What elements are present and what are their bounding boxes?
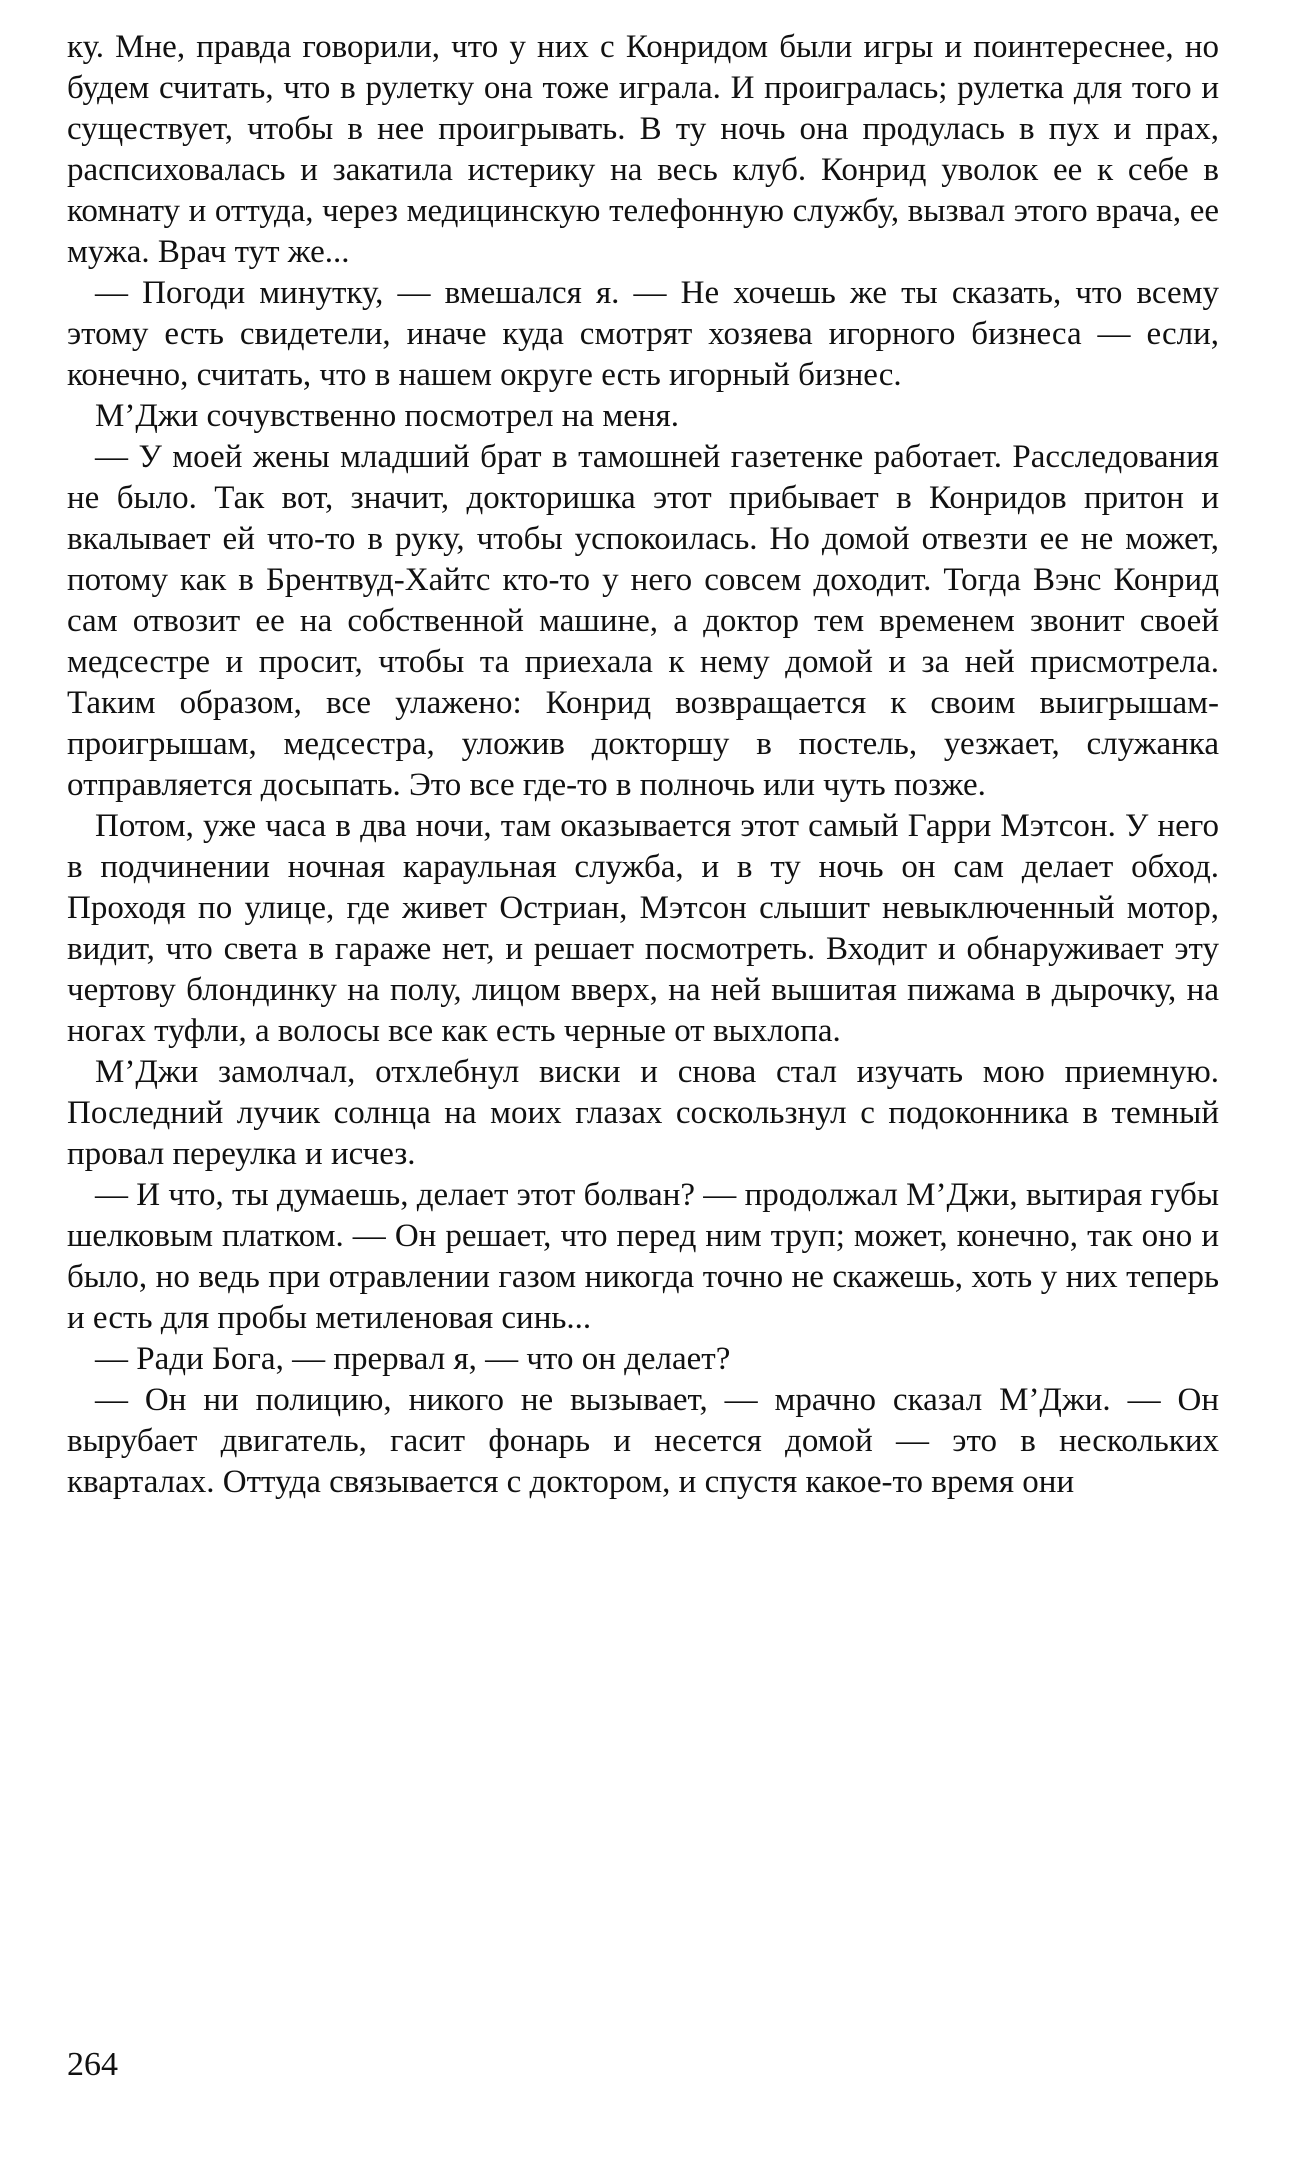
paragraph-5: Потом, уже часа в два ночи, там оказывается этот самый Гарри Мэтсон. У него в подчинении ночная караульная служба, и в ту ночь он сам делает обход. Проходя по улице, где живет Остриан, Мэтсон слышит невыключенный мотор, видит, что света в гараже нет, и решает посмотреть. Входит и обнаруживает эту чертову блондинку на полу, лицом вверх, на ней вышитая пижама в дырочку, на ногах туфли, а волосы все как есть черные от выхлопа.: [67, 808, 1219, 1049]
paragraph-2: — Погоди минутку, — вмешался я. — Не хочешь же ты сказать, что всему этому есть свидетели, иначе куда смотрят хозяева игорного бизнеса — если, конечно, считать, что в нашем округе есть игорный бизнес.: [67, 275, 1219, 393]
paragraph-7: — И что, ты думаешь, делает этот болван? — продолжал М’Джи, вытирая губы шелковым платком. — Он решает, что перед ним труп; может, конечно, так оно и было, но ведь при отравлении газом никогда точно не скажешь, хоть у них теперь и есть для пробы метиленовая синь...: [67, 1177, 1219, 1336]
paragraph-9: — Он ни полицию, никого не вызывает, — мрачно сказал М’Джи. — Он вырубает двигатель, гасит фонарь и несется домой — это в нескольких кварталах. Оттуда связывается с доктором, и спустя какое-то время они: [67, 1382, 1219, 1500]
paragraph-6: М’Джи замолчал, отхлебнул виски и снова стал изучать мою приемную. Последний лучик солнца на моих глазах соскользнул с подоконника в темный провал переулка и исчез.: [67, 1054, 1219, 1172]
page-number: 264: [67, 2046, 118, 2083]
paragraph-1: ку. Мне, правда говорили, что у них с Конридом были игры и поинтереснее, но будем считать, что в рулетку она тоже играла. И проигралась; рулетка для того и существует, чтобы в нее проигрывать. В ту ночь она продулась в пух и прах, распсиховалась и закатила истерику на весь клуб. Конрид уволок ее к себе в комнату и оттуда, через медицинскую телефонную службу, вызвал этого врача, ее мужа. Врач тут же...: [67, 29, 1219, 270]
paragraph-3: М’Джи сочувственно посмотрел на меня.: [95, 398, 679, 434]
paragraph-4: — У моей жены младший брат в тамошней газетенке работает. Расследования не было. Так вот, значит, докторишка этот прибывает в Конридов притон и вкалывает ей что-то в руку, чтобы успокоилась. Но домой отвезти ее не может, потому как в Брентвуд-Хайтс кто-то у него совсем доходит. Тогда Вэнс Конрид сам отвозит ее на собственной машине, а доктор тем временем звонит своей медсестре и просит, чтобы та приехала к нему домой и за ней присмотрела. Таким образом, все улажено: Конрид возвращается к своим выигрышам-проигрышам, медсестра, уложив докторшу в постель, уезжает, служанка отправляется досыпать. Это все где-то в полночь или чуть позже.: [67, 439, 1219, 803]
paragraph-8: — Ради Бога, — прервал я, — что он делает?: [95, 1341, 731, 1377]
body-text: [67, 27, 1219, 1503]
